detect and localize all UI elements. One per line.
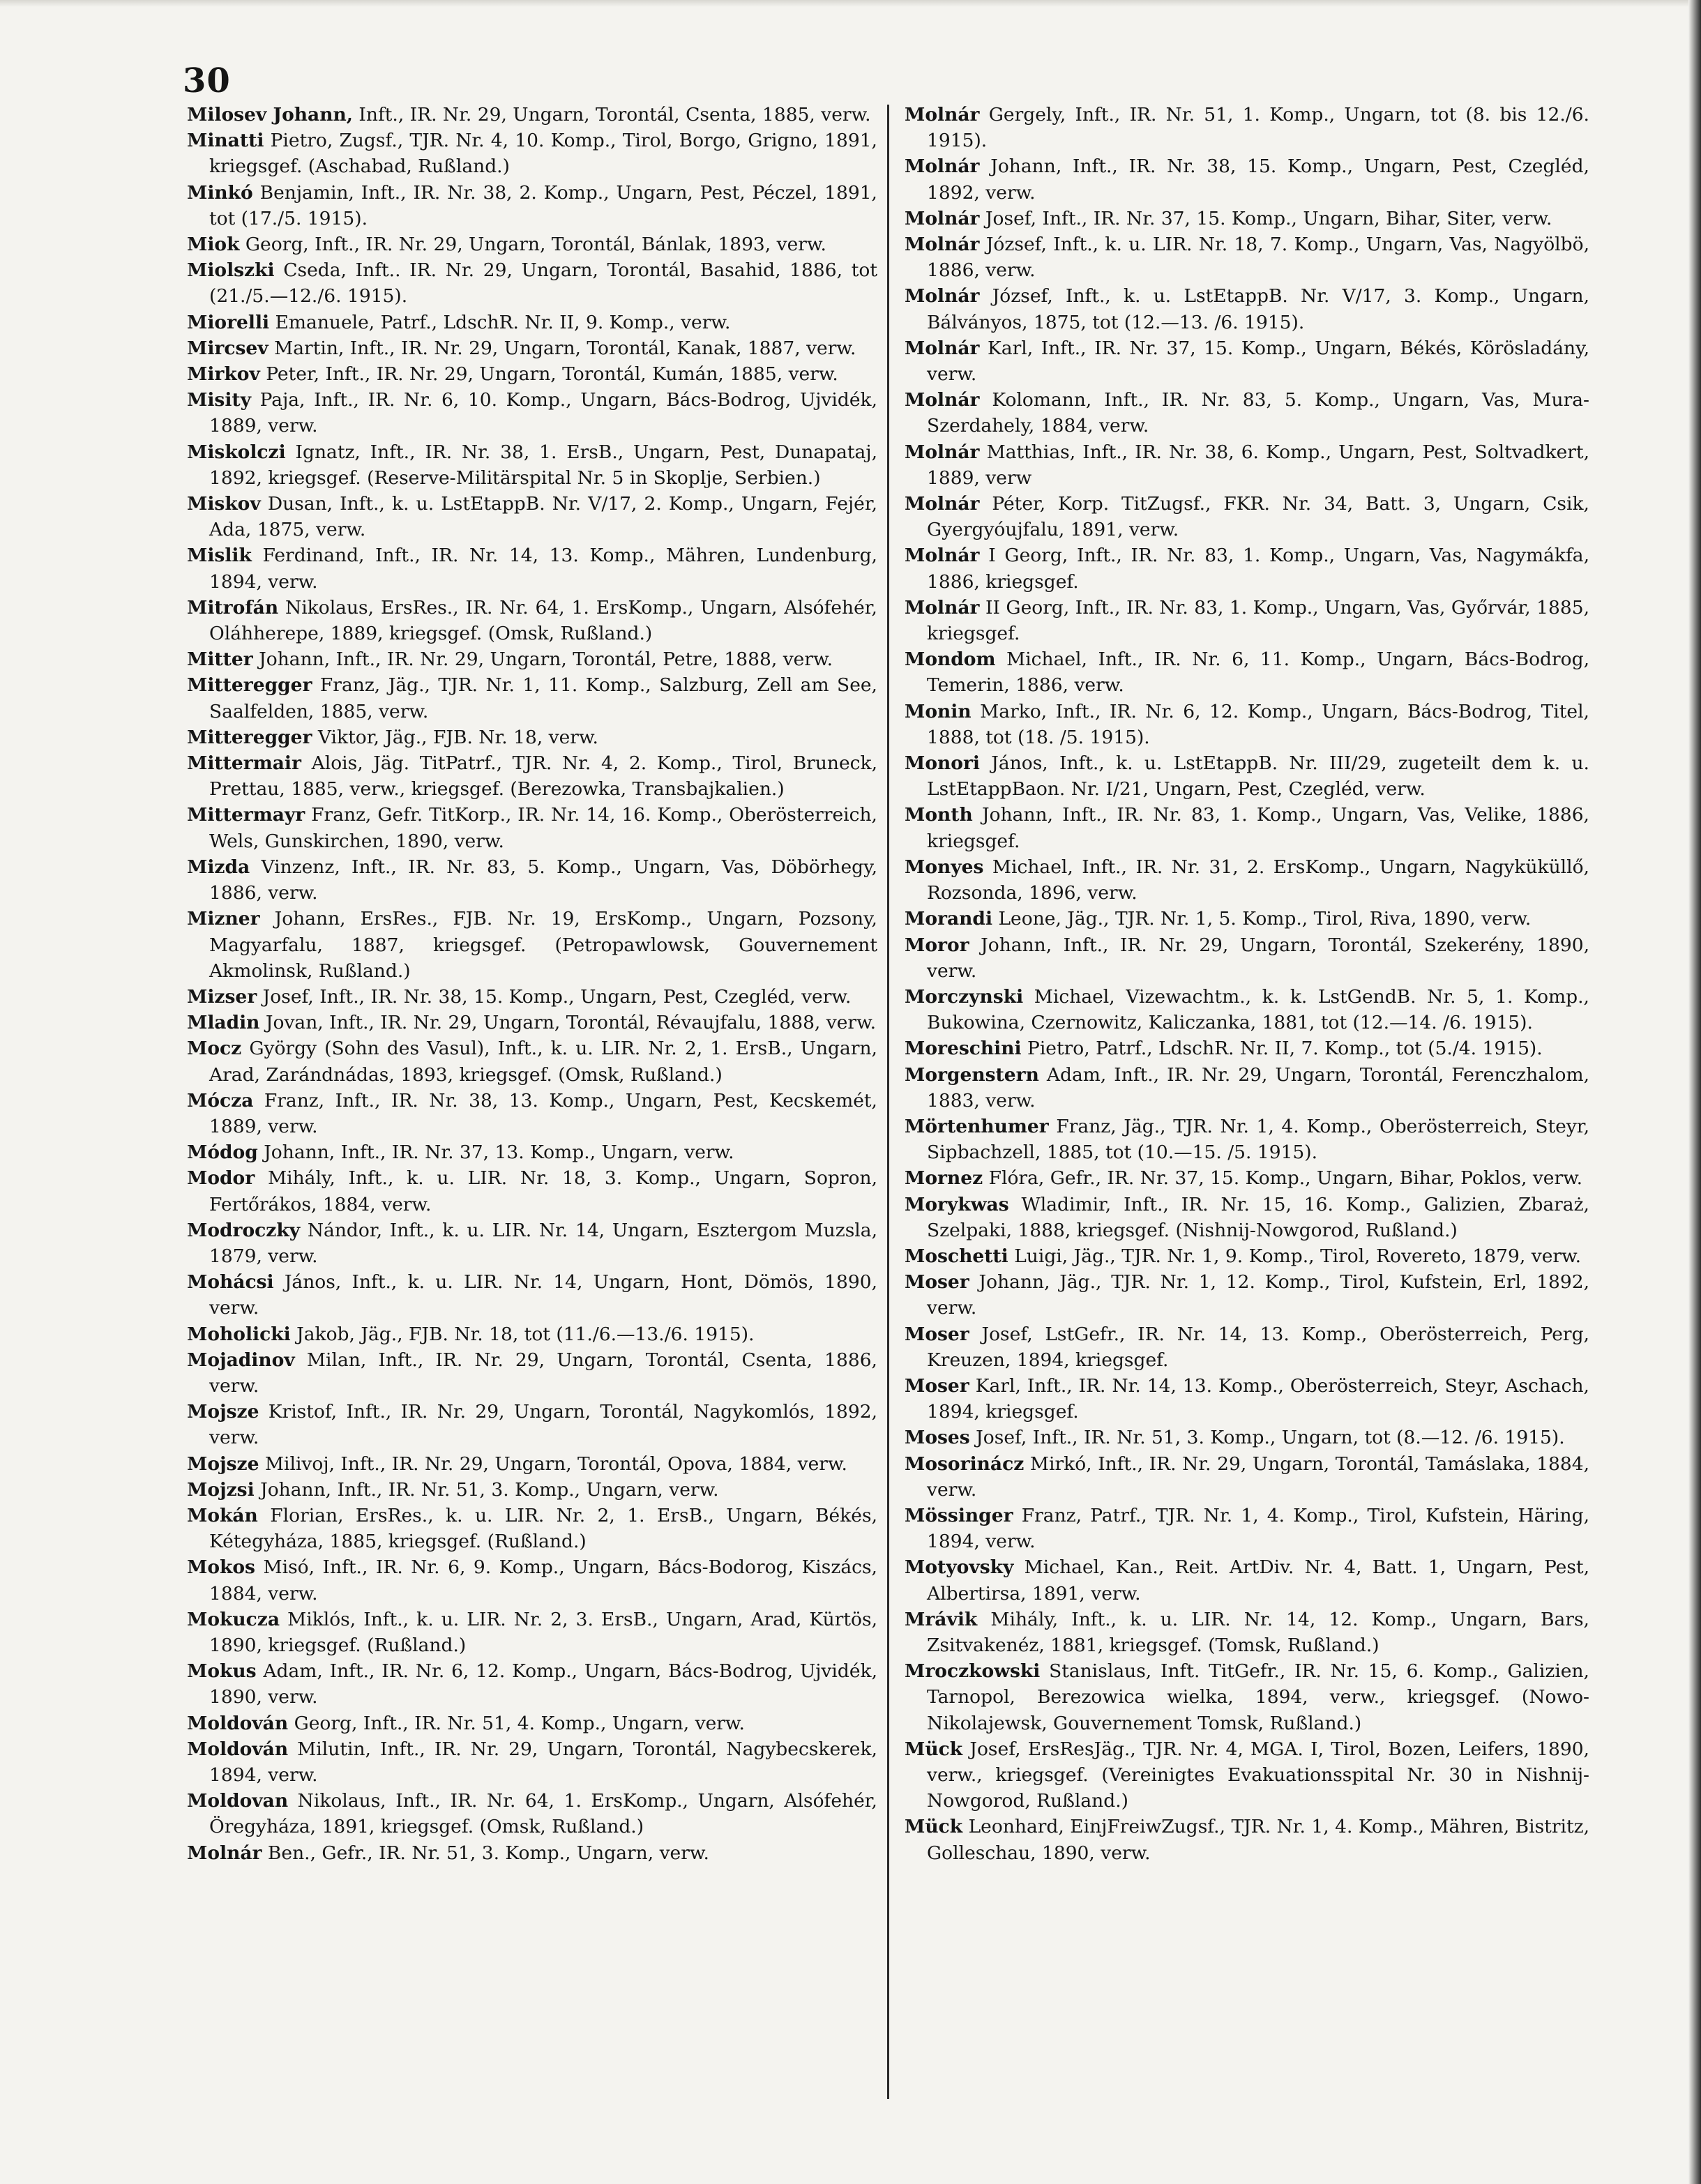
list-entry: [905, 1503, 1589, 1554]
entry-details: Pietro, Patrf., LdschR. Nr. II, 7. Komp., tot (5./4. 1915).: [1027, 1038, 1543, 1060]
entry-details: Michael, Inft., IR. Nr. 6, 11. Komp., Ungarn, Bács-Bodrog, Temerin, 1886, verw.: [927, 649, 1589, 697]
entry-details: Josef, Inft., IR. Nr. 37, 15. Komp., Ungarn, Bihar, Siter, verw.: [985, 207, 1552, 229]
entry-surname: Milosev Johann,: [187, 104, 353, 126]
entry-surname: Mokucza: [187, 1608, 280, 1630]
list-entry: [187, 672, 877, 724]
entry-surname: Monori: [905, 752, 980, 775]
list-entry: [905, 283, 1589, 335]
list-entry: [905, 1814, 1589, 1865]
list-entry: [187, 646, 877, 672]
list-entry: [187, 439, 877, 491]
entry-surname: Molnár: [905, 104, 980, 126]
entry-surname: Mocz: [187, 1038, 242, 1060]
entry-details: Johann, Inft., IR. Nr. 38, 15. Komp., Ungarn, Pest, Czegléd, 1892, verw.: [927, 156, 1589, 204]
entry-surname: Morykwas: [905, 1193, 1009, 1215]
entry-surname: Morandi: [905, 908, 993, 930]
entry-details: Josef, ErsResJäg., TJR. Nr. 4, MGA. I, Tirol, Bozen, Leifers, 1890, verw., kriegsgef. (Vereinigtes Evakuationsspital Nr. 30 in Nishnij-Nowgorod, Rußland.): [927, 1738, 1589, 1812]
entry-details: Marko, Inft., IR. Nr. 6, 12. Komp., Ungarn, Bács-Bodrog, Titel, 1888, tot (18. /5. 1915).: [927, 700, 1589, 748]
entry-details: Florian, ErsRes., k. u. LIR. Nr. 2, 1. ErsB., Ungarn, Békés, Kétegyháza, 1885, kriegsgef. (Rußland.): [209, 1504, 877, 1553]
entry-surname: Mittermayr: [187, 804, 305, 826]
list-entry: [905, 543, 1589, 594]
entry-surname: Mislik: [187, 545, 252, 567]
entry-details: II Georg, Inft., IR. Nr. 83, 1. Komp., Ungarn, Vas, Győrvár, 1885, kriegsgef.: [927, 596, 1589, 645]
entry-details: Jakob, Jäg., FJB. Nr. 18, tot (11./6.—13./6. 1915).: [296, 1323, 755, 1345]
list-entry: [905, 1736, 1589, 1814]
list-entry: [187, 180, 877, 232]
entry-surname: Mladin: [187, 1012, 260, 1034]
entry-details: Franz, Inft., IR. Nr. 38, 13. Komp., Ungarn, Pest, Kecskemét, 1889, verw.: [209, 1089, 877, 1137]
list-entry: [187, 595, 877, 646]
list-entry: [187, 1347, 877, 1399]
list-entry: [905, 102, 1589, 153]
entry-details: Alois, Jäg. TitPatrf., TJR. Nr. 4, 2. Komp., Tirol, Bruneck, Prettau, 1885, verw., kriegsgef. (Berezowka, Transbajkalien.): [209, 752, 877, 801]
entry-surname: Mück: [905, 1816, 963, 1838]
list-entry: [187, 310, 877, 335]
entry-surname: Módog: [187, 1142, 258, 1164]
entry-surname: Mroczkowski: [905, 1660, 1041, 1683]
entry-surname: Motyovsky: [905, 1556, 1014, 1579]
entry-surname: Mojadinov: [187, 1349, 295, 1371]
entry-details: I Georg, Inft., IR. Nr. 83, 1. Komp., Ungarn, Vas, Nagymákfa, 1886, kriegsgef.: [927, 545, 1589, 593]
list-entry: [187, 1269, 877, 1321]
entry-details: Péter, Korp. TitZugsf., FKR. Nr. 34, Batt. 3, Ungarn, Csik, Gyergyóujfalu, 1891, verw.: [927, 493, 1589, 541]
entry-surname: Month: [905, 804, 973, 826]
entry-surname: Mitteregger: [187, 726, 312, 748]
list-entry: [905, 1192, 1589, 1243]
entry-surname: Moldovan: [187, 1790, 289, 1812]
entry-details: Johann, ErsRes., FJB. Nr. 19, ErsKomp., Ungarn, Pozsony, Magyarfalu, 1887, kriegsgef. (Petropawlowsk, Gouvernement Akmolinsk, Rußland.): [209, 908, 877, 982]
entry-details: Franz, Patrf., TJR. Nr. 1, 4. Komp., Tirol, Kufstein, Häring, 1894, verw.: [927, 1504, 1589, 1553]
entry-details: Ben., Gefr., IR. Nr. 51, 3. Komp., Ungarn, verw.: [267, 1842, 709, 1864]
entry-surname: Mrávik: [905, 1608, 978, 1630]
entry-details: Josef, LstGefr., IR. Nr. 14, 13. Komp., Oberösterreich, Perg, Kreuzen, 1894, kriegsgef.: [927, 1323, 1589, 1371]
entry-surname: Miok: [187, 234, 240, 256]
entry-details: Karl, Inft., IR. Nr. 14, 13. Komp., Oberösterreich, Steyr, Aschach, 1894, kriegsgef.: [927, 1374, 1589, 1423]
list-entry: [905, 854, 1589, 906]
entry-surname: Molnár: [905, 337, 980, 359]
entry-details: Milivoj, Inft., IR. Nr. 29, Ungarn, Torontál, Opova, 1884, verw.: [264, 1453, 847, 1475]
entry-surname: Modor: [187, 1167, 255, 1190]
entry-details: Johann, Inft., IR. Nr. 83, 1. Komp., Ungarn, Vas, Velike, 1886, kriegsgef.: [927, 804, 1589, 852]
list-entry: [905, 1373, 1589, 1425]
list-entry: [187, 1840, 877, 1866]
list-entry: [905, 1321, 1589, 1373]
list-entry: [905, 1036, 1589, 1061]
list-entry: [187, 1165, 877, 1217]
entry-surname: Mokus: [187, 1660, 257, 1683]
entry-details: Mihály, Inft., k. u. LIR. Nr. 18, 3. Komp., Ungarn, Sopron, Fertőrákos, 1884, verw.: [209, 1167, 877, 1215]
list-entry: [905, 232, 1589, 283]
entry-surname: Mössinger: [905, 1504, 1013, 1526]
list-entry: [187, 361, 877, 387]
entry-details: Pietro, Zugsf., TJR. Nr. 4, 10. Komp., Tirol, Borgo, Grigno, 1891, kriegsgef. (Aschabad, Rußland.): [209, 130, 877, 178]
entry-details: Karl, Inft., IR. Nr. 37, 15. Komp., Ungarn, Békés, Körösladány, verw.: [927, 337, 1589, 386]
entry-surname: Mizner: [187, 908, 260, 930]
entry-details: Johann, Inft., IR. Nr. 51, 3. Komp., Ungarn, verw.: [260, 1478, 719, 1501]
entry-details: Dusan, Inft., k. u. LstEtappB. Nr. V/17, 2. Komp., Ungarn, Fejér, Ada, 1875, verw.: [209, 493, 877, 541]
list-entry: [187, 387, 877, 439]
list-entry: [187, 725, 877, 750]
list-entry: [187, 491, 877, 543]
entry-details: Milutin, Inft., IR. Nr. 29, Ungarn, Torontál, Nagybecskerek, 1894, verw.: [209, 1738, 877, 1786]
entry-surname: Moser: [905, 1271, 969, 1294]
entry-surname: Molnár: [905, 441, 980, 463]
entry-details: Franz, Jäg., TJR. Nr. 1, 4. Komp., Oberösterreich, Steyr, Sipbachzell, 1885, tot (10.—15. /5. 1915).: [927, 1115, 1589, 1164]
entry-surname: Moldován: [187, 1712, 289, 1734]
entry-surname: Monin: [905, 700, 972, 722]
list-entry: [905, 1607, 1589, 1658]
entry-surname: Misity: [187, 389, 252, 411]
entry-details: Georg, Inft., IR. Nr. 29, Ungarn, Torontál, Bánlak, 1893, verw.: [245, 234, 826, 256]
entry-details: Stanislaus, Inft. TitGefr., IR. Nr. 15, 6. Komp., Galizien, Tarnopol, Berezowica wielka, 1894, verw., kriegsgef. (Nowo-Nikolajewsk, Gouvernement Tomsk, Rußland.): [927, 1660, 1589, 1734]
entry-surname: Moreschini: [905, 1038, 1022, 1060]
entry-details: Johann, Inft., IR. Nr. 29, Ungarn, Torontál, Petre, 1888, verw.: [259, 649, 833, 671]
entry-details: Kolomann, Inft., IR. Nr. 83, 5. Komp., Ungarn, Vas, Mura-Szerdahely, 1884, verw.: [927, 389, 1589, 437]
list-entry: [187, 335, 877, 361]
column-divider: [887, 105, 889, 2099]
entry-details: Nikolaus, ErsRes., IR. Nr. 64, 1. ErsKomp., Ungarn, Alsófehér, Oláhherepe, 1889, kriegsgef. (Omsk, Rußland.): [209, 596, 877, 645]
entry-surname: Mojsze: [187, 1453, 259, 1475]
entry-details: György (Sohn des Vasul), Inft., k. u. LIR. Nr. 2, 1. ErsB., Ungarn, Arad, Zarándnádas, 1893, kriegsgef. (Omsk, Rußland.): [209, 1038, 877, 1086]
list-entry: [187, 906, 877, 984]
entry-details: Miklós, Inft., k. u. LIR. Nr. 2, 3. ErsB., Ungarn, Arad, Kürtös, 1890, kriegsgef. (Rußland.): [209, 1608, 877, 1656]
list-entry: [187, 257, 877, 309]
entry-surname: Mojzsi: [187, 1478, 255, 1501]
entry-surname: Molnár: [905, 285, 980, 308]
entry-surname: Molnár: [905, 493, 980, 515]
entry-surname: Modroczky: [187, 1219, 301, 1241]
entry-surname: Mircsev: [187, 337, 269, 359]
list-entry: [187, 1736, 877, 1788]
entry-details: Vinzenz, Inft., IR. Nr. 83, 5. Komp., Ungarn, Vas, Döbörhegy, 1886, verw.: [209, 856, 877, 904]
list-entry: [905, 491, 1589, 543]
entry-details: Wladimir, Inft., IR. Nr. 15, 16. Komp., Galizien, Zbaraż, Szelpaki, 1888, kriegsgef. (Nishnij-Nowgorod, Rußland.): [927, 1193, 1589, 1241]
entry-surname: Moser: [905, 1374, 969, 1397]
list-entry: [187, 102, 877, 128]
entry-details: Michael, Inft., IR. Nr. 31, 2. ErsKomp., Ungarn, Nagyküküllő, Rozsonda, 1896, verw.: [927, 856, 1589, 904]
entry-details: Jovan, Inft., IR. Nr. 29, Ungarn, Torontál, Révaujfalu, 1888, verw.: [265, 1012, 877, 1034]
list-entry: [905, 595, 1589, 646]
entry-surname: Mück: [905, 1738, 963, 1760]
entry-details: Michael, Kan., Reit. ArtDiv. Nr. 4, Batt. 1, Ungarn, Pest, Albertirsa, 1891, verw.: [927, 1556, 1589, 1605]
entry-details: Milan, Inft., IR. Nr. 29, Ungarn, Torontál, Csenta, 1886, verw.: [209, 1349, 877, 1397]
entry-details: János, Inft., k. u. LIR. Nr. 14, Ungarn, Hont, Dömös, 1890, verw.: [209, 1271, 877, 1319]
list-entry: [187, 128, 877, 179]
list-entry: [905, 1269, 1589, 1321]
entry-surname: Molnár: [905, 596, 980, 619]
entry-surname: Molnár: [905, 545, 980, 567]
entry-surname: Mizda: [187, 856, 250, 878]
entry-surname: Morczynski: [905, 985, 1024, 1008]
list-entry: [187, 1788, 877, 1840]
entry-surname: Moror: [905, 934, 969, 956]
entry-surname: Mokos: [187, 1556, 255, 1579]
entry-details: Adam, Inft., IR. Nr. 6, 12. Komp., Ungarn, Bács-Bodrog, Ujvidék, 1890, verw.: [209, 1660, 877, 1708]
entry-details: Johann, Inft., IR. Nr. 29, Ungarn, Torontál, Szekerény, 1890, verw.: [927, 934, 1589, 982]
list-entry: [187, 984, 877, 1010]
list-entry: [187, 750, 877, 802]
entry-details: Misó, Inft., IR. Nr. 6, 9. Komp., Ungarn, Bács-Bodorog, Kiszács, 1884, verw.: [209, 1556, 877, 1605]
list-entry: [905, 932, 1589, 984]
scan-top-shadow: [0, 0, 1701, 7]
entry-surname: Mitter: [187, 649, 253, 671]
list-entry: [187, 802, 877, 854]
entry-details: József, Inft., k. u. LstEtappB. Nr. V/17, 3. Komp., Ungarn, Bálványos, 1875, tot (12.—13. /6. 1915).: [927, 285, 1589, 333]
entry-details: Viktor, Jäg., FJB. Nr. 18, verw.: [317, 726, 598, 748]
entry-surname: Minatti: [187, 130, 264, 152]
entry-details: Peter, Inft., IR. Nr. 29, Ungarn, Torontál, Kumán, 1885, verw.: [266, 363, 838, 386]
entry-details: Nikolaus, Inft., IR. Nr. 64, 1. ErsKomp., Ungarn, Alsófehér, Öregyháza, 1891, kriegsgef. (Omsk, Rußland.): [209, 1790, 877, 1838]
entry-details: Ignatz, Inft., IR. Nr. 38, 1. ErsB., Ungarn, Pest, Dunapataj, 1892, kriegsgef. (Reserve-Militärspital Nr. 5 in Skoplje, Serbien.): [209, 441, 877, 489]
entry-details: Adam, Inft., IR. Nr. 29, Ungarn, Torontál, Ferenczhalom, 1883, verw.: [927, 1063, 1589, 1112]
scan-edge-shadow: [1688, 0, 1701, 2184]
page-number: 30: [183, 61, 231, 100]
right-column: [905, 102, 1589, 1866]
entry-surname: Mörtenhumer: [905, 1115, 1049, 1137]
entry-surname: Moses: [905, 1427, 970, 1449]
entry-surname: Miorelli: [187, 311, 270, 333]
list-entry: [905, 439, 1589, 491]
list-entry: [187, 1503, 877, 1554]
entry-surname: Mizser: [187, 985, 257, 1008]
entry-surname: Mornez: [905, 1167, 983, 1190]
list-entry: [905, 1165, 1589, 1191]
list-entry: [905, 699, 1589, 750]
list-entry: [187, 1607, 877, 1658]
entry-details: Luigi, Jäg., TJR. Nr. 1, 9. Komp., Tirol, Rovereto, 1879, verw.: [1014, 1245, 1582, 1267]
entry-surname: Molnár: [905, 207, 980, 229]
list-entry: [905, 1114, 1589, 1165]
entry-details: Georg, Inft., IR. Nr. 51, 4. Komp., Ungarn, verw.: [294, 1712, 745, 1734]
entry-surname: Moser: [905, 1323, 969, 1345]
entry-details: Cseda, Inft.. IR. Nr. 29, Ungarn, Torontál, Basahid, 1886, tot (21./5.—12./6. 1915).: [209, 259, 877, 308]
list-entry: [187, 1399, 877, 1450]
entry-details: Michael, Vizewachtm., k. k. LstGendB. Nr. 5, 1. Komp., Bukowina, Czernowitz, Kaliczanka, 1881, tot (12.—14. /6. 1915).: [927, 985, 1589, 1034]
list-entry: [187, 854, 877, 906]
list-entry: [905, 153, 1589, 205]
list-entry: [905, 1062, 1589, 1114]
list-entry: [905, 387, 1589, 439]
entry-surname: Molnár: [905, 156, 980, 178]
list-entry: [187, 1658, 877, 1710]
entry-surname: Mohácsi: [187, 1271, 274, 1294]
list-entry: [905, 1451, 1589, 1503]
entry-details: János, Inft., k. u. LstEtappB. Nr. III/29, zugeteilt dem k. u. LstEtappBaon. Nr. I/21, Ungarn, Pest, Czegléd, verw.: [927, 752, 1589, 801]
entry-surname: Molnár: [905, 389, 980, 411]
entry-details: József, Inft., k. u. LIR. Nr. 18, 7. Komp., Ungarn, Vas, Nagyölbö, 1886, verw.: [927, 234, 1589, 282]
list-entry: [905, 1658, 1589, 1736]
entry-surname: Molnár: [905, 234, 980, 256]
entry-surname: Mosorinácz: [905, 1453, 1025, 1475]
entry-surname: Moschetti: [905, 1245, 1008, 1267]
entry-surname: Mócza: [187, 1089, 254, 1112]
list-entry: [905, 206, 1589, 232]
entry-surname: Molnár: [187, 1842, 262, 1864]
entry-details: Paja, Inft., IR. Nr. 6, 10. Komp., Ungarn, Bács-Bodrog, Ujvidék, 1889, verw.: [209, 389, 877, 437]
entry-surname: Moholicki: [187, 1323, 291, 1345]
entry-details: Josef, Inft., IR. Nr. 51, 3. Komp., Ungarn, tot (8.—12. /6. 1915).: [976, 1427, 1565, 1449]
entry-surname: Mitteregger: [187, 674, 312, 697]
entry-surname: Miolszki: [187, 259, 275, 282]
entry-surname: Morgenstern: [905, 1063, 1039, 1086]
list-entry: [905, 1554, 1589, 1606]
entry-details: Martin, Inft., IR. Nr. 29, Ungarn, Torontál, Kanak, 1887, verw.: [274, 337, 856, 359]
entry-details: Nándor, Inft., k. u. LIR. Nr. 14, Ungarn, Esztergom Muzsla, 1879, verw.: [209, 1219, 877, 1267]
list-entry: [187, 1139, 877, 1165]
list-entry: [187, 1711, 877, 1736]
list-entry: [187, 1451, 877, 1477]
entry-details: Ferdinand, Inft., IR. Nr. 14, 13. Komp., Mähren, Lundenburg, 1894, verw.: [209, 545, 877, 593]
entry-details: Kristof, Inft., IR. Nr. 29, Ungarn, Torontál, Nagykomlós, 1892, verw.: [209, 1401, 877, 1449]
entry-surname: Mojsze: [187, 1401, 259, 1423]
entry-surname: Mokán: [187, 1504, 258, 1526]
entry-surname: Moldován: [187, 1738, 289, 1760]
list-entry: [905, 1243, 1589, 1269]
entry-surname: Monyes: [905, 856, 984, 878]
entry-surname: Mitrofán: [187, 596, 279, 619]
entry-surname: Minkó: [187, 181, 253, 204]
entry-surname: Mittermair: [187, 752, 301, 775]
entry-details: Mihály, Inft., k. u. LIR. Nr. 14, 12. Komp., Ungarn, Bars, Zsitvakenéz, 1881, kriegsgef. (Tomsk, Rußland.): [927, 1608, 1589, 1656]
list-entry: [187, 1036, 877, 1087]
entry-details: Benjamin, Inft., IR. Nr. 38, 2. Komp., Ungarn, Pest, Péczel, 1891, tot (17./5. 1915).: [209, 181, 877, 229]
entry-details: Franz, Jäg., TJR. Nr. 1, 11. Komp., Salzburg, Zell am See, Saalfelden, 1885, verw.: [209, 674, 877, 722]
entry-details: Josef, Inft., IR. Nr. 38, 15. Komp., Ungarn, Pest, Czegléd, verw.: [262, 985, 852, 1008]
list-entry: [187, 1088, 877, 1139]
entry-surname: Miskov: [187, 493, 261, 515]
entry-details: Franz, Gefr. TitKorp., IR. Nr. 14, 16. Komp., Oberösterreich, Wels, Gunskirchen, 1890, verw.: [209, 804, 877, 852]
entry-surname: Mirkov: [187, 363, 260, 386]
list-entry: [905, 906, 1589, 932]
list-entry: [905, 1425, 1589, 1450]
entry-details: Inft., IR. Nr. 29, Ungarn, Torontál, Csenta, 1885, verw.: [358, 104, 871, 126]
entry-details: Flóra, Gefr., IR. Nr. 37, 15. Komp., Ungarn, Bihar, Poklos, verw.: [988, 1167, 1583, 1190]
list-entry: [187, 543, 877, 594]
list-entry: [187, 1477, 877, 1503]
entry-surname: Miskolczi: [187, 441, 286, 463]
list-entry: [187, 1218, 877, 1269]
list-entry: [905, 750, 1589, 802]
entry-details: Gergely, Inft., IR. Nr. 51, 1. Komp., Ungarn, tot (8. bis 12./6. 1915).: [927, 104, 1589, 152]
list-entry: [905, 646, 1589, 698]
list-entry: [905, 802, 1589, 854]
list-entry: [187, 232, 877, 257]
left-column: [187, 102, 877, 1866]
list-entry: [187, 1010, 877, 1036]
list-entry: [187, 1554, 877, 1606]
entry-details: Johann, Inft., IR. Nr. 37, 13. Komp., Ungarn, verw.: [264, 1142, 734, 1164]
entry-details: Leonhard, EinjFreiwZugsf., TJR. Nr. 1, 4. Komp., Mähren, Bistritz, Golleschau, 1890, verw.: [927, 1816, 1589, 1864]
list-entry: [905, 335, 1589, 387]
entry-details: Leone, Jäg., TJR. Nr. 1, 5. Komp., Tirol, Riva, 1890, verw.: [998, 908, 1532, 930]
entry-details: Emanuele, Patrf., LdschR. Nr. II, 9. Komp., verw.: [275, 311, 731, 333]
list-entry: [187, 1321, 877, 1347]
entry-details: Matthias, Inft., IR. Nr. 38, 6. Komp., Ungarn, Pest, Soltvadkert, 1889, verw: [927, 441, 1589, 489]
list-entry: [905, 984, 1589, 1036]
entry-details: Mirkó, Inft., IR. Nr. 29, Ungarn, Torontál, Tamáslaka, 1884, verw.: [927, 1453, 1589, 1501]
entry-details: Johann, Jäg., TJR. Nr. 1, 12. Komp., Tirol, Kufstein, Erl, 1892, verw.: [927, 1271, 1589, 1319]
entry-surname: Mondom: [905, 649, 996, 671]
